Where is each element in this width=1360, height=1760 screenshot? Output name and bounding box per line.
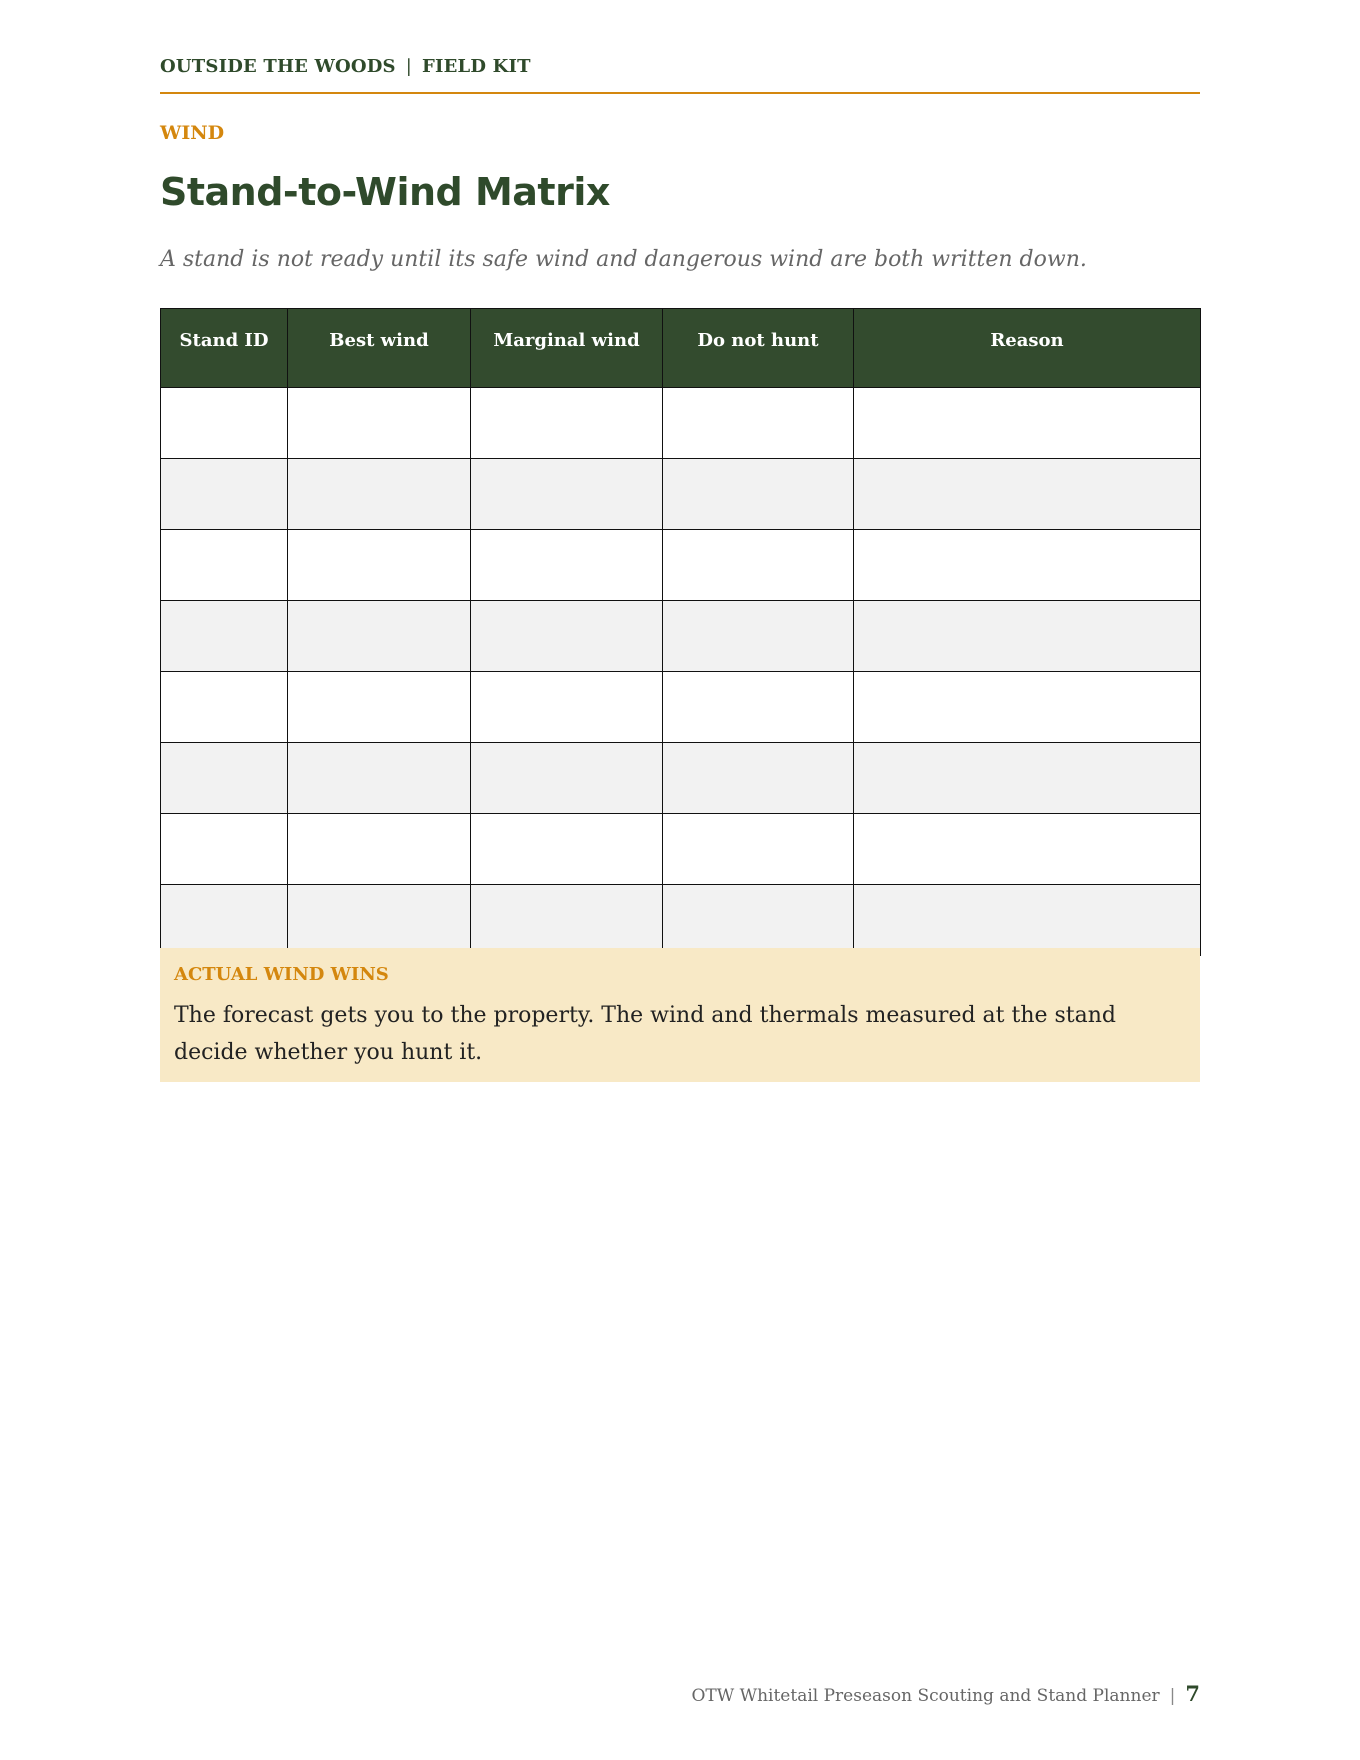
table-cell[interactable] xyxy=(471,814,663,885)
table-row xyxy=(161,459,1201,530)
table-cell[interactable] xyxy=(288,885,471,956)
callout-title: ACTUAL WIND WINS xyxy=(174,964,389,985)
table-cell[interactable] xyxy=(288,814,471,885)
table-cell[interactable] xyxy=(288,530,471,601)
table-cell[interactable] xyxy=(471,530,663,601)
table-cell[interactable] xyxy=(288,388,471,459)
column-header-stand-id: Stand ID xyxy=(161,309,288,388)
table-cell[interactable] xyxy=(854,601,1201,672)
page-number: 7 xyxy=(1185,1681,1200,1706)
table-cell[interactable] xyxy=(161,743,288,814)
header-rule xyxy=(160,92,1200,94)
table-row xyxy=(161,672,1201,743)
column-header-best-wind: Best wind xyxy=(288,309,471,388)
header-brand: OUTSIDE THE WOODS xyxy=(160,56,396,77)
page-subtitle: A stand is not ready until its safe wind and dangerous wind are both written down. xyxy=(160,247,1087,272)
header-section: FIELD KIT xyxy=(422,56,531,77)
table-row xyxy=(161,885,1201,956)
section-label: WIND xyxy=(160,122,225,144)
table-cell[interactable] xyxy=(663,743,854,814)
table-row xyxy=(161,388,1201,459)
table-cell[interactable] xyxy=(854,388,1201,459)
callout-body: The forecast gets you to the property. The wind and thermals measured at the stand decide whether you hunt it. xyxy=(174,1003,1117,1065)
table-cell[interactable] xyxy=(663,601,854,672)
table-cell[interactable] xyxy=(854,814,1201,885)
table-cell[interactable] xyxy=(161,530,288,601)
table-cell[interactable] xyxy=(288,672,471,743)
column-header-reason: Reason xyxy=(854,309,1201,388)
page-footer xyxy=(691,1681,1200,1706)
table-cell[interactable] xyxy=(854,885,1201,956)
table-row xyxy=(161,601,1201,672)
table-cell[interactable] xyxy=(854,743,1201,814)
footer-doc-title: OTW Whitetail Preseason Scouting and Stand Planner xyxy=(691,1686,1160,1706)
table-row xyxy=(161,530,1201,601)
table-cell[interactable] xyxy=(471,388,663,459)
table-cell[interactable] xyxy=(288,459,471,530)
table-cell[interactable] xyxy=(471,672,663,743)
running-header xyxy=(160,56,1200,77)
table-cell[interactable] xyxy=(663,814,854,885)
table-cell[interactable] xyxy=(854,459,1201,530)
table-cell[interactable] xyxy=(854,530,1201,601)
table-cell[interactable] xyxy=(288,601,471,672)
table-cell[interactable] xyxy=(161,601,288,672)
table-cell[interactable] xyxy=(471,743,663,814)
table-cell[interactable] xyxy=(663,885,854,956)
stand-wind-matrix-table xyxy=(160,308,1201,956)
table-cell[interactable] xyxy=(161,388,288,459)
table-cell[interactable] xyxy=(663,459,854,530)
table-cell[interactable] xyxy=(663,530,854,601)
table-row xyxy=(161,814,1201,885)
table-cell[interactable] xyxy=(471,459,663,530)
column-header-do-not-hunt: Do not hunt xyxy=(663,309,854,388)
table-cell[interactable] xyxy=(471,601,663,672)
table-cell[interactable] xyxy=(854,672,1201,743)
table-cell[interactable] xyxy=(471,885,663,956)
table-cell[interactable] xyxy=(161,672,288,743)
page xyxy=(160,0,1200,1760)
table-cell[interactable] xyxy=(663,672,854,743)
callout-box xyxy=(160,948,1200,1082)
column-header-marginal-wind: Marginal wind xyxy=(471,309,663,388)
table-cell[interactable] xyxy=(663,388,854,459)
footer-separator: | xyxy=(1169,1686,1176,1706)
header-separator: | xyxy=(405,56,413,77)
table-cell[interactable] xyxy=(161,814,288,885)
table-row xyxy=(161,743,1201,814)
table-header-row xyxy=(161,309,1201,388)
table-cell[interactable] xyxy=(288,743,471,814)
table-cell[interactable] xyxy=(161,885,288,956)
page-title: Stand-to-Wind Matrix xyxy=(160,170,610,214)
table-cell[interactable] xyxy=(161,459,288,530)
